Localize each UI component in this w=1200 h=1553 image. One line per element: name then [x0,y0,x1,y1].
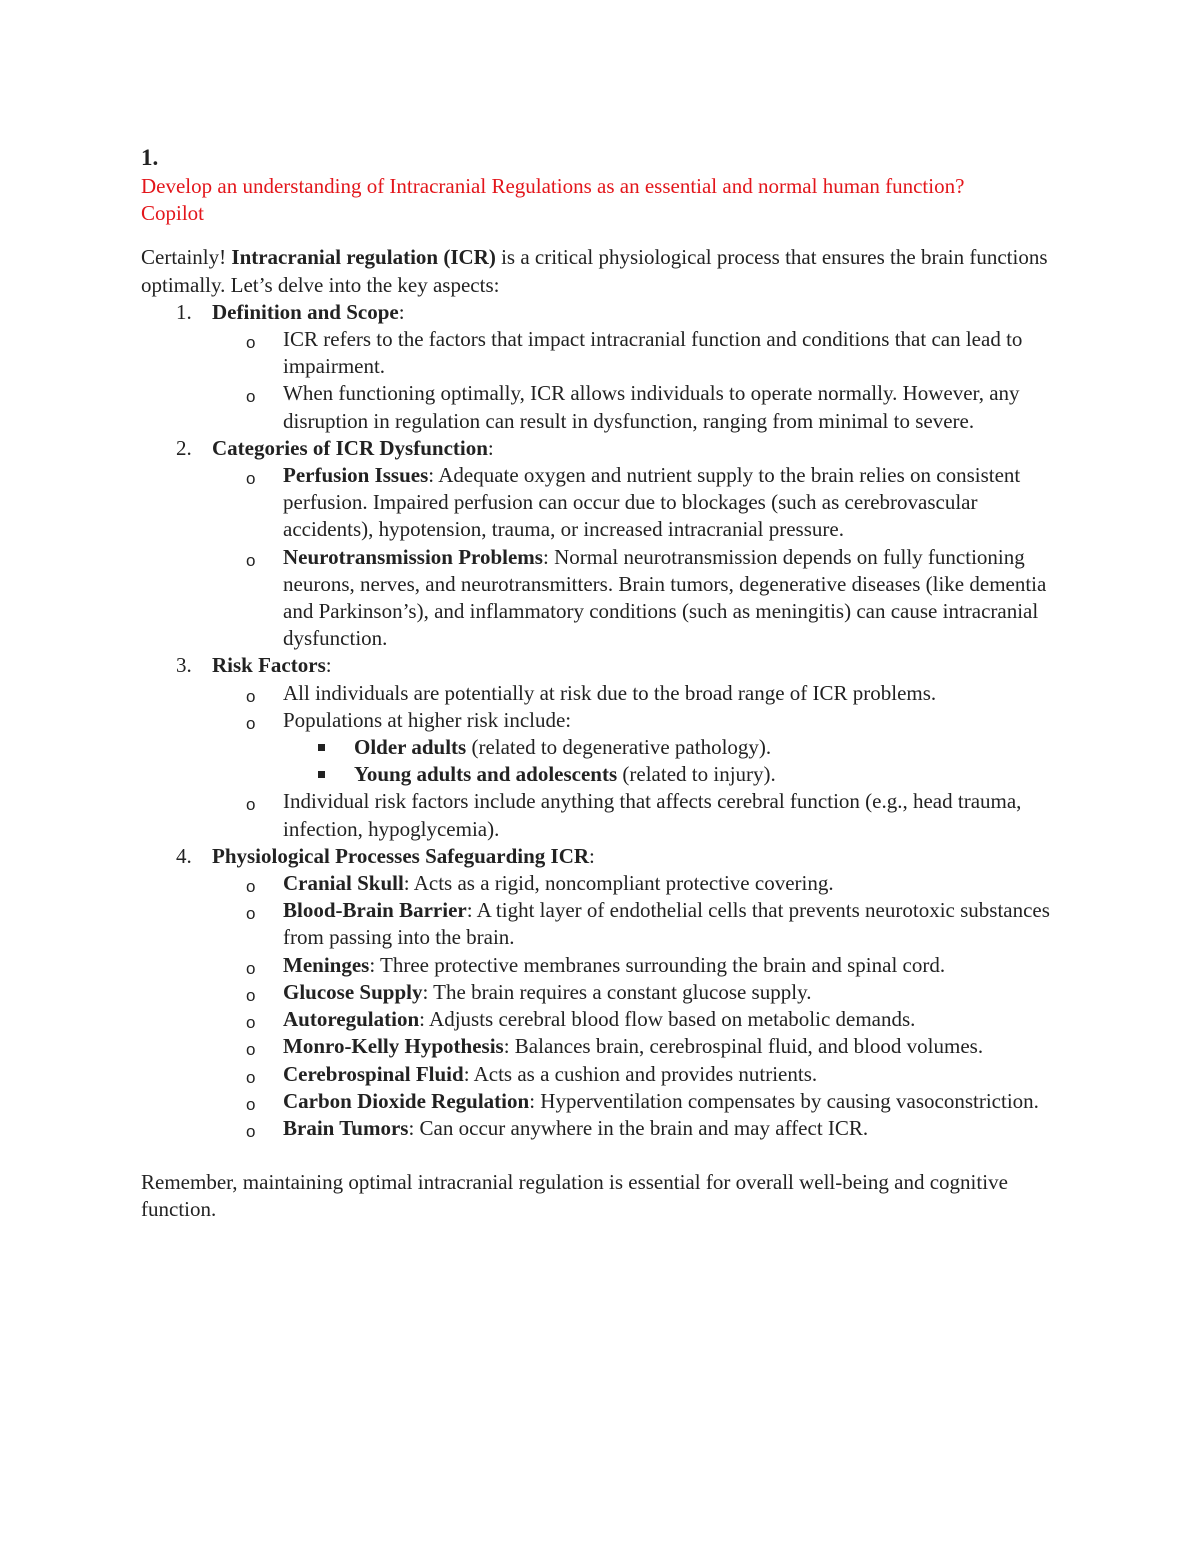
item-text: Individual risk factors include anything that affects cerebral function (e.g., head trauma, infection, hypoglycemia). [283,789,1022,841]
section-items [212,680,1061,843]
section-title: Physiological Processes Safeguarding ICR [212,843,590,868]
document-content [141,143,1061,1224]
source-label: Copilot [141,201,205,226]
item-text: : Can occur anywhere in the brain and may affect ICR. [408,1115,869,1140]
square-bullet-icon [318,771,325,778]
item-text: All individuals are potentially at risk due to the broad range of ICR problems. [283,680,937,705]
section-risk-factors [141,652,1061,842]
section-title: Definition and Scope [212,299,399,324]
section-title: Risk Factors [212,653,326,678]
hollow-bullet-icon: o [246,958,256,978]
section-physiological-processes [141,843,1061,1142]
aspects-list [141,299,1061,1142]
list-item [212,1033,1061,1060]
intro-prefix: Certainly! [141,245,232,270]
list-item [212,979,1061,1006]
list-item [212,1006,1061,1033]
hollow-bullet-icon: o [246,1121,256,1141]
item-text: ICR refers to the factors that impact intracranial function and conditions that can lead to impairment. [283,327,1023,379]
item-term: Older adults [354,735,467,760]
item-term: Carbon Dioxide Regulation [283,1088,530,1113]
item-text: : A tight layer of endothelial cells that prevents neurotoxic substances from passing into the brain. [283,898,1050,950]
section-colon: : [325,653,332,678]
section-categories [141,435,1061,653]
closing-paragraph: Remember, maintaining optimal intracranial regulation is essential for overall well-being and cognitive function. [141,1170,1008,1222]
list-item [212,326,1061,380]
item-text: : Three protective membranes surrounding the brain and spinal cord. [369,952,946,977]
hollow-bullet-icon: o [246,469,256,489]
intro-bold-term: Intracranial regulation (ICR) [231,245,496,270]
item-text: : Normal neurotransmission depends on fully functioning neurons, nerves, and neurotransmitters. Brain tumors, degenerative diseases (like dementia and Parkinson’s), and inflammatory conditions (such as meningitis) can cause intracranial dysfunction. [283,544,1047,651]
hollow-bullet-icon: o [246,1094,256,1114]
item-text: : Adjusts cerebral blood flow based on metabolic demands. [419,1007,916,1032]
item-term: Meninges [283,952,370,977]
hollow-bullet-icon: o [246,1013,256,1033]
section-items [212,326,1061,435]
section-items [212,870,1061,1142]
list-item [283,734,1061,761]
item-text: Populations at higher risk include: [283,707,572,732]
list-item [212,544,1061,653]
item-text: : Acts as a rigid, noncompliant protective covering. [403,871,834,896]
list-item [212,788,1061,842]
list-item [212,707,1061,789]
item-term: Autoregulation [283,1007,420,1032]
list-item [212,680,1061,707]
list-item [212,897,1061,951]
square-bullet-icon [318,744,325,751]
item-text: : Hyperventilation compensates by causing vasoconstriction. [529,1088,1039,1113]
intro-paragraph [141,244,1061,298]
list-item [212,1061,1061,1088]
item-text: : Balances brain, cerebrospinal fluid, and blood volumes. [503,1034,984,1059]
section-definition [141,299,1061,435]
section-items [212,462,1061,652]
section-number: 3. [176,653,192,678]
list-item [212,1115,1061,1142]
hollow-bullet-icon: o [246,1040,256,1060]
hollow-bullet-icon: o [246,550,256,570]
hollow-bullet-icon: o [246,333,256,353]
hollow-bullet-icon: o [246,985,256,1005]
intro-suffix: is a critical physiological process that ensures the brain functions optimally. Let’s delve into the key aspects: [141,245,1048,297]
item-text: (related to injury). [617,762,776,787]
hollow-bullet-icon: o [246,795,256,815]
section-number: 1. [176,299,192,324]
item-term: Monro-Kelly Hypothesis [283,1034,504,1059]
list-item [212,870,1061,897]
hollow-bullet-icon: o [246,713,256,733]
item-text: : Acts as a cushion and provides nutrients. [463,1061,818,1086]
section-colon: : [589,843,595,868]
question-number: 1. [141,145,159,170]
item-term: Young adults and adolescents [354,762,618,787]
item-term: Neurotransmission Problems [283,544,543,569]
section-number: 4. [176,843,192,868]
item-term: Perfusion Issues [283,463,429,488]
section-title: Categories of ICR Dysfunction [212,435,488,460]
section-colon: : [487,435,494,460]
list-item [212,380,1061,434]
item-text: When functioning optimally, ICR allows individuals to operate normally. However, any disruption in regulation can result in dysfunction, ranging from minimal to severe. [283,381,1020,433]
item-term: Blood-Brain Barrier [283,898,467,923]
item-term: Glucose Supply [283,979,423,1004]
hollow-bullet-icon: o [246,1067,256,1087]
hollow-bullet-icon: o [246,387,256,407]
section-number: 2. [176,435,192,460]
question-text: Develop an understanding of Intracranial Regulations as an essential and normal human function? [141,174,965,198]
list-item [212,1088,1061,1115]
item-term: Cranial Skull [283,871,404,896]
risk-populations-list [283,734,1061,788]
item-term: Cerebrospinal Fluid [283,1061,464,1086]
hollow-bullet-icon: o [246,904,256,924]
item-text: : The brain requires a constant glucose supply. [422,979,812,1004]
hollow-bullet-icon: o [246,686,256,706]
list-item [212,952,1061,979]
list-item [283,761,1061,788]
section-colon: : [398,299,405,324]
item-term: Brain Tumors [283,1115,409,1140]
list-item [212,462,1061,544]
item-text: : Adequate oxygen and nutrient supply to the brain relies on consistent perfusion. Impaired perfusion can occur due to blockages (such as cerebrovascular accidents), hypotension, trauma, or increased intracranial pressure. [283,463,1021,542]
hollow-bullet-icon: o [246,877,256,897]
item-text: (related to degenerative pathology). [466,735,772,760]
